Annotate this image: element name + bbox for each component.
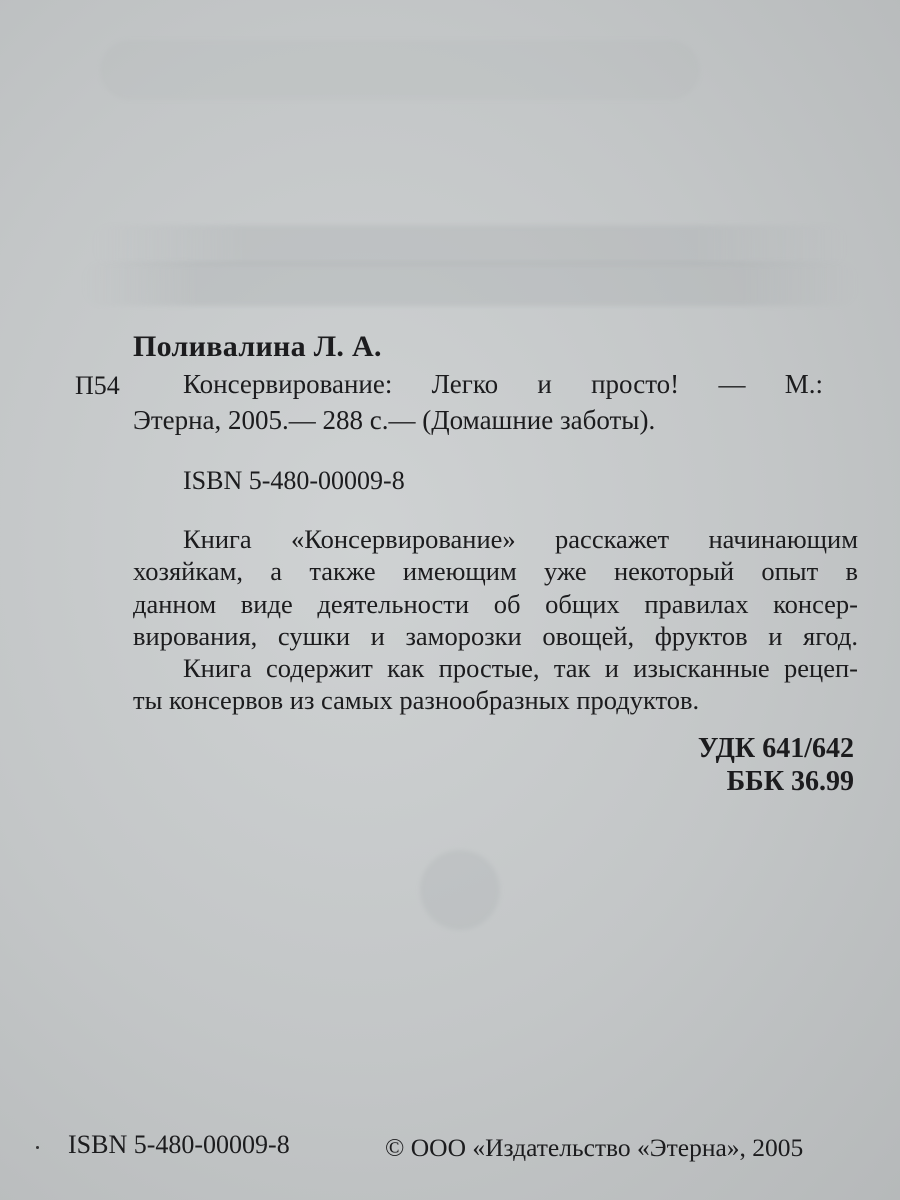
bibliographic-line: Консервирование: Легко и просто! — М.: — [183, 369, 823, 399]
bibliographic-record — [133, 366, 823, 438]
bleed-through-shadow — [420, 850, 500, 930]
bleed-through-shadow — [80, 262, 860, 306]
isbn: ISBN 5-480-00009-8 — [183, 466, 405, 495]
bbk-code: ББК 36.99 — [726, 766, 854, 797]
author-name: Поливалина Л. А. — [133, 330, 382, 363]
annotation-line: хозяйкам, а также имеющим уже некоторый опыт в — [133, 556, 858, 587]
annotation-paragraph — [133, 523, 858, 717]
footer-isbn: ISBN 5-480-00009-8 — [68, 1130, 290, 1159]
annotation-line: вирования, сушки и заморозки овощей, фруктов и ягод. — [133, 620, 858, 651]
udk-code: УДК 641/642 — [697, 733, 854, 764]
annotation-line: данном виде деятельности об общих правилах консер- — [133, 588, 858, 619]
catalog-code: П54 — [75, 371, 120, 400]
bleed-through-shadow — [100, 40, 700, 100]
copyright-notice: © ООО «Издательство «Этерна», 2005 — [385, 1133, 804, 1162]
classification-codes — [698, 732, 854, 798]
annotation-line: Книга «Консервирование» расскажет начинающим — [183, 524, 858, 554]
bibliographic-line: Этерна, 2005.— 288 с.— (Домашние заботы). — [133, 405, 656, 435]
bleed-through-shadow — [90, 225, 850, 265]
annotation-line: ты консервов из самых разнообразных продуктов. — [133, 685, 700, 716]
annotation-line: Книга содержит как простые, так и изысканные рецеп- — [183, 653, 858, 684]
speck — [36, 1146, 39, 1149]
